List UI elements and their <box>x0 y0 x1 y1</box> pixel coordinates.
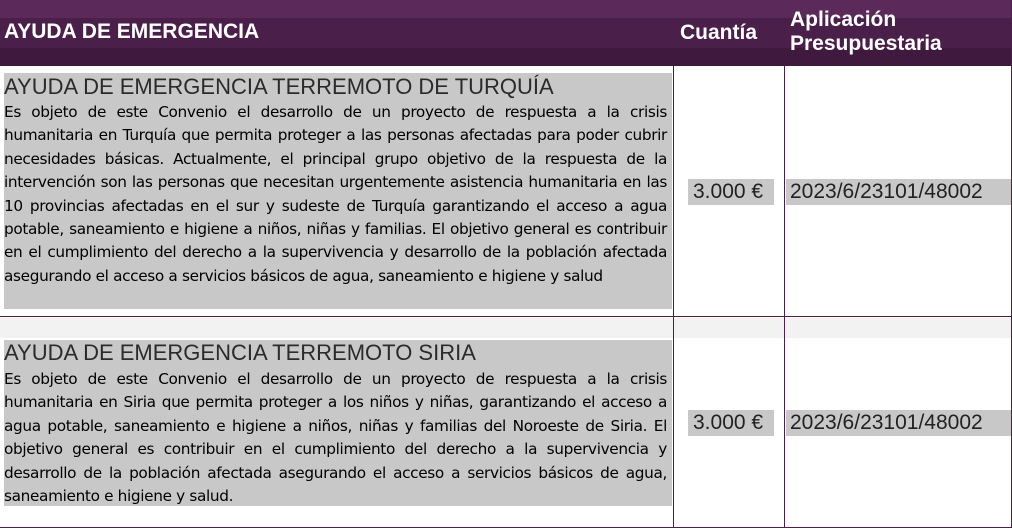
header-amount: Cuantía <box>680 21 758 44</box>
row-1-budget: 2023/6/23101/48002 <box>790 180 983 203</box>
row-2-amount: 3.000 € <box>693 411 764 434</box>
row-2-title: AYUDA DE EMERGENCIA TERREMOTO SIRIA <box>4 340 476 365</box>
row-1-amount: 3.000 € <box>693 180 764 203</box>
column-divider-2 <box>784 66 785 528</box>
header-title: AYUDA DE EMERGENCIA <box>4 20 260 43</box>
row-separator <box>0 318 1012 338</box>
row-2-budget: 2023/6/23101/48002 <box>790 411 983 434</box>
header-budget <box>790 8 1010 56</box>
table-header <box>0 0 1012 66</box>
row-1-description: Es objeto de este Convenio el desarrollo de un proyecto de respuesta a la crisis humanitaria en Turquía que permita proteger a las personas afectadas para poder cubrir necesidades básicas. Actualmente, el principal grupo objetivo de la respuesta de la intervención son las personas que necesitan urgentemente asistencia humanitaria en las 10 provincias afectadas en el sur y sudeste de Turquía garantizando el acceso a agua potable, saneamiento e higiene a niños, niñas y familias. El objetivo general es contribuir en el cumplimiento del derecho a la supervivencia y desarrollo de la población afectada asegurando el acceso a servicios básicos de agua, saneamiento e higiene y salud <box>4 103 667 285</box>
column-divider-1 <box>673 66 674 528</box>
header-budget-line2: Presupuestaria <box>790 32 942 55</box>
row-2-description: Es objeto de este Convenio el desarrollo de un proyecto de respuesta a la crisis humanitaria en Siria que permita proteger a los niños y niñas, garantizando el acceso a agua potable, saneamiento e higiene a niños, niñas y familias del Noroeste de Siria. El objetivo general es contribuir en el cumplimiento del derecho a la supervivencia y desarrollo de la población afectada asegurando el acceso a servicios básicos de agua, saneamiento e higiene y salud. <box>4 370 667 506</box>
row-divider <box>0 316 1012 317</box>
row-1-title: AYUDA DE EMERGENCIA TERREMOTO DE TURQUÍA <box>4 74 554 99</box>
header-budget-line1: Aplicación <box>790 8 897 31</box>
